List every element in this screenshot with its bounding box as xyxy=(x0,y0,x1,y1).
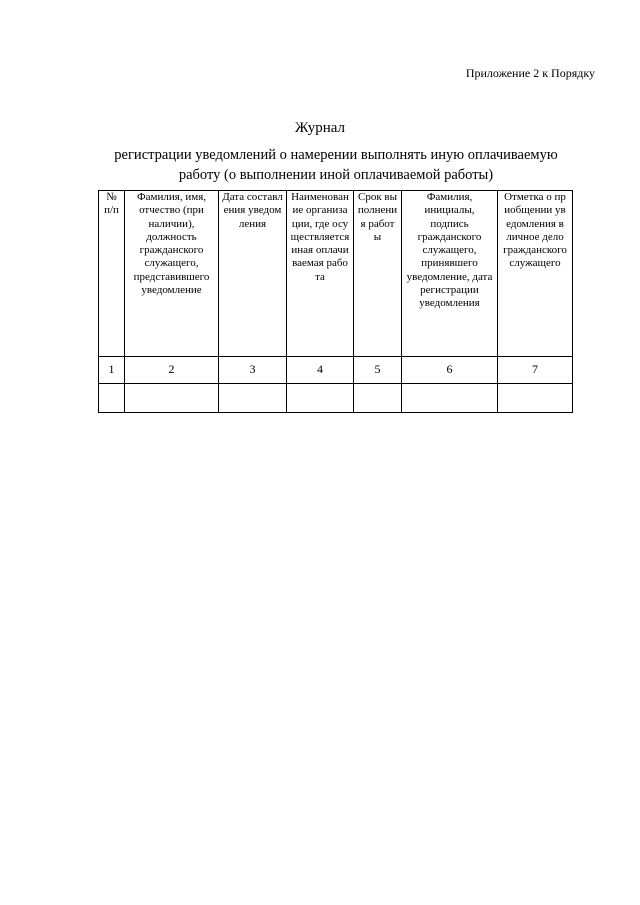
column-number-cell: 5 xyxy=(354,357,402,384)
empty-cell xyxy=(287,384,354,413)
journal-table xyxy=(98,190,573,413)
header-cell-date: Дата составления уведомления xyxy=(219,191,287,357)
empty-cell xyxy=(354,384,402,413)
empty-cell xyxy=(219,384,287,413)
column-number-cell: 6 xyxy=(402,357,498,384)
header-cell-mark: Отметка о приобщении уведомления в личное дело гражданского служащего xyxy=(498,191,573,357)
empty-cell xyxy=(402,384,498,413)
table-header-row xyxy=(99,191,573,357)
header-cell-receiver: Фамилия, инициалы, подпись гражданского служащего, принявшего уведомление, дата регистрации уведомления xyxy=(402,191,498,357)
table-empty-row xyxy=(99,384,573,413)
header-cell-full-name: Фамилия, имя, отчество (при наличии), должность гражданского служащего, представившего уведомление xyxy=(125,191,219,357)
header-cell-organization: Наименование организации, где осуществляется иная оплачиваемая работа xyxy=(287,191,354,357)
header-cell-term: Срок выполнения работы xyxy=(354,191,402,357)
column-number-cell: 3 xyxy=(219,357,287,384)
header-cell-number: № п/п xyxy=(99,191,125,357)
table-number-row xyxy=(99,357,573,384)
column-number-cell: 4 xyxy=(287,357,354,384)
empty-cell xyxy=(99,384,125,413)
empty-cell xyxy=(125,384,219,413)
document-subtitle: регистрации уведомлений о намерении выполнять иную оплачиваемую работу (о выполнении иной оплачиваемой работы) xyxy=(114,147,558,183)
column-number-cell: 7 xyxy=(498,357,573,384)
column-number-cell: 1 xyxy=(99,357,125,384)
document-title: Журнал xyxy=(294,120,345,136)
column-number-cell: 2 xyxy=(125,357,219,384)
appendix-label: Приложение 2 к Порядку xyxy=(465,66,595,80)
empty-cell xyxy=(498,384,573,413)
